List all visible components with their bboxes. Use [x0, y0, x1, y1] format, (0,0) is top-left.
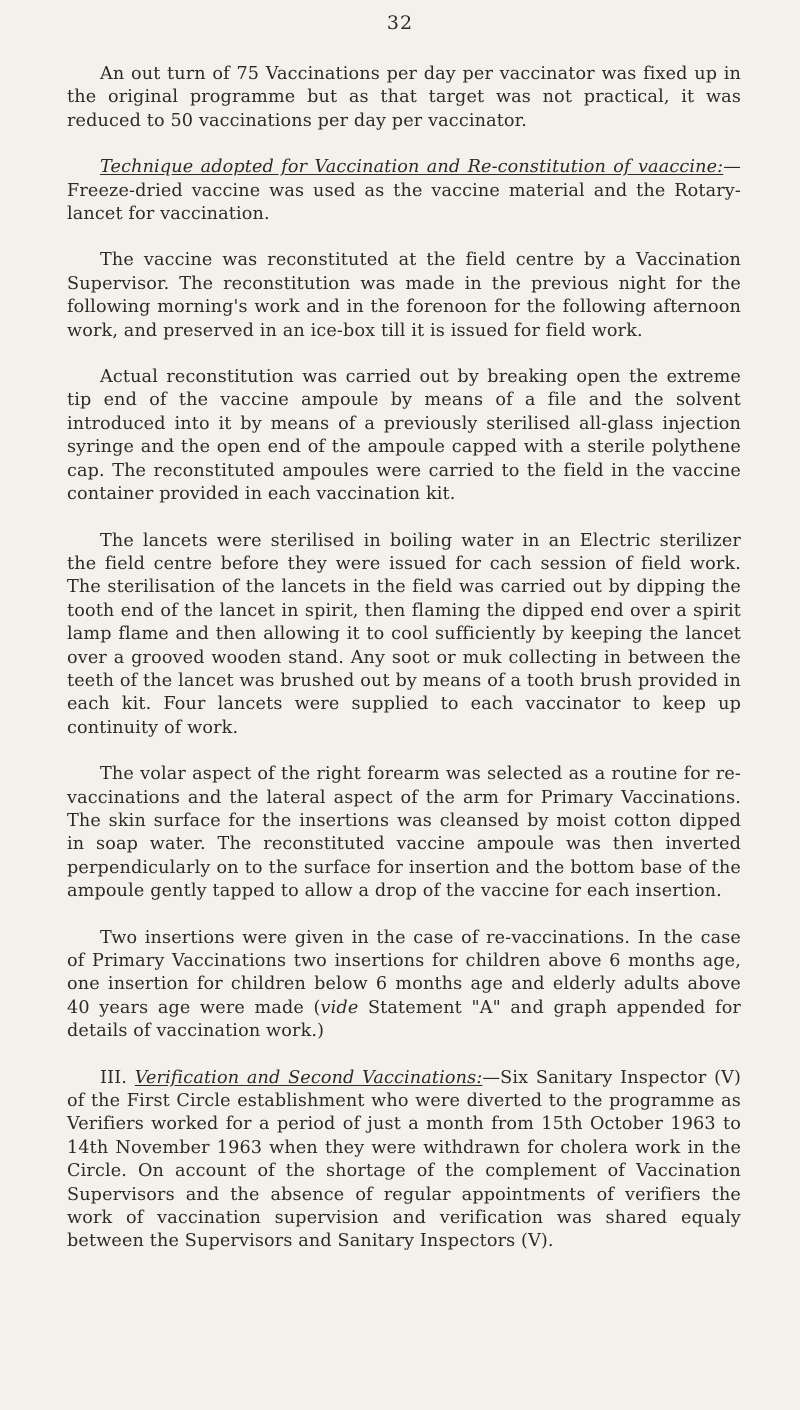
paragraph-text: Actual reconstitution was carried out by breaking open the extreme tip end of the vaccine ampoule by means of a file and the solvent introduced into it by means of a previously sterilised all-glass injection syringe and the open end of the ampoule capped with a sterile polythene cap. The reconstituted ampoules were carried to the field in the vaccine container provided in each vaccination kit.: [67, 367, 741, 505]
paragraph-verification: [67, 1067, 741, 1254]
section-heading-technique: Technique adopted for Vaccination and Re-constitution of vaaccine:: [100, 157, 724, 178]
paragraph-text: Two insertions were given in the case of re-vaccinations. In the case of Primary Vaccinations two insertions for children above 6 months age, one insertion for children below 6 months age and elderly adults above 40 years age were made (: [67, 927, 741, 1018]
paragraph-reconstitution: [67, 249, 741, 343]
paragraph-lancets: [67, 530, 741, 741]
paragraph-text: An out turn of 75 Vaccinations per day per vaccinator was fixed up in the original programme but as that target was not practical, it was reduced to 50 vaccinations per day per vaccinator.: [67, 64, 741, 131]
vide-italic: vide: [320, 997, 359, 1018]
paragraph-text: Statement "A" and graph appended for details of vaccination work.): [67, 997, 741, 1042]
paragraph-text: The vaccine was reconstituted at the field centre by a Vaccination Supervisor. The reconstitution was made in the previous night for the following morning's work and in the forenoon for the following afternoon work, and preserved in an ice-box till it is issued for field work.: [67, 250, 741, 341]
paragraph-insertions: [67, 927, 741, 1044]
page-number: 32: [386, 12, 414, 34]
paragraph-text: The lancets were sterilised in boiling water in an Electric sterilizer the field centre before they were issued for cach session of field work. The sterilisation of the lancets in the field was carried out by dipping the tooth end of the lancet in spirit, then flaming the dipped end over a spirit lamp flame and then allowing it to cool sufficiently by keeping the lancet over a grooved wooden stand. Any soot or muk collecting in between the teeth of the lancet was brushed out by means of a tooth brush provided in each kit. Four lancets were supplied to each vaccinator to keep up continuity of work.: [67, 530, 741, 738]
paragraph-text: — Freeze-dried vaccine was used as the vaccine material and the Rotary-lancet for vaccination.: [67, 157, 741, 225]
paragraph-actual-reconstitution: [67, 366, 741, 506]
section-number: III.: [100, 1067, 135, 1088]
paragraph-text: —Six Sanitary Inspector (V) of the First Circle establishment who were diverted to the programme as Verifiers worked for a period of just a month from 15th October 1963 to 14th November 1963 when they were withdrawn for cholera work in the Circle. On account of the shortage of the complement of Vaccination Supervisors and the absence of regular appointments of verifiers the work of vaccination supervision and verification was shared equaly between the Supervisors and Sanitary Inspectors (V).: [67, 1067, 741, 1252]
body-text: [67, 63, 741, 1277]
section-heading-verification: Verification and Second Vaccinations:: [134, 1067, 483, 1088]
paragraph-volar-aspect: [67, 763, 741, 903]
paragraph-out-turn: [67, 63, 741, 133]
paragraph-technique: [67, 156, 741, 226]
paragraph-text: The volar aspect of the right forearm was selected as a routine for re-vaccinations and the lateral aspect of the arm for Primary Vaccinations. The skin surface for the insertions was cleansed by moist cotton dipped in soap water. The reconstituted vaccine ampoule was then inverted perpendicularly on to the surface for insertion and the bottom base of the ampoule gently tapped to allow a drop of the vaccine for each insertion.: [67, 764, 741, 902]
